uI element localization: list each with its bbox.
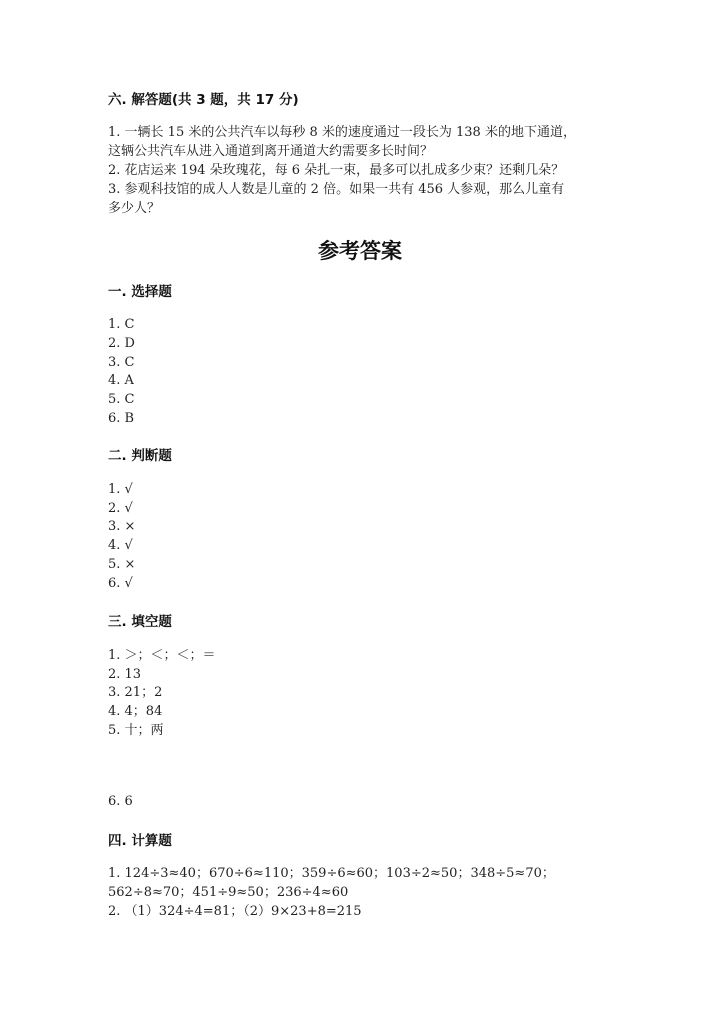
answer-item: 5. ×	[108, 557, 136, 572]
answer-item: 1. ＞；＜；＜；＝	[108, 648, 216, 663]
answer-line: 562÷8≈70；451÷9≈50；236÷4≈60	[108, 885, 349, 900]
answer-item: 6. B	[108, 411, 135, 426]
answer-item: 5. 十；两	[108, 723, 164, 738]
question-line: 多少人？	[108, 201, 161, 216]
answer-line: 1. 124÷3≈40；670÷6≈110；359÷6≈60；103÷2≈50；348÷5≈70；	[108, 866, 555, 881]
section-heading-choice: 一. 选择题	[108, 284, 172, 300]
section-heading-judge: 二. 判断题	[108, 448, 172, 464]
answer-line: 2. （1）324÷4=81；（2）9×23+8=215	[108, 904, 362, 919]
answer-item: 1. C	[108, 317, 135, 332]
answer-item: 6. 6	[108, 794, 133, 809]
answer-item: 2. 13	[108, 667, 142, 682]
answer-item: 3. ×	[108, 519, 136, 534]
answer-item: 2. √	[108, 501, 133, 516]
question-line: 这辆公共汽车从进入通道到离开通道大约需要多长时间？	[108, 144, 434, 159]
answer-item: 4. √	[108, 538, 133, 553]
section-heading-fill-blank: 三. 填空题	[108, 614, 172, 630]
answer-item: 4. 4；84	[108, 704, 163, 719]
answer-item: 6. √	[108, 576, 133, 591]
section-heading-calculation: 四. 计算题	[108, 833, 172, 849]
answer-item: 2. D	[108, 336, 135, 351]
answer-item: 1. √	[108, 482, 133, 497]
answer-item: 3. C	[108, 355, 135, 370]
answer-item: 4. A	[108, 373, 134, 388]
answer-item: 3. 21；2	[108, 685, 163, 700]
question-line: 2. 花店运来 194 朵玫瑰花，每 6 朵扎一束，最多可以扎成多少束？还剩几朵？	[108, 163, 565, 178]
answer-key-title: 参考答案	[318, 239, 402, 263]
section-heading-solve: 六. 解答题(共 3 题，共 17 分)	[108, 92, 299, 108]
answer-item: 5. C	[108, 392, 135, 407]
question-line: 1. 一辆长 15 米的公共汽车以每秒 8 米的速度通过一段长为 138 米的地下通道，	[108, 125, 576, 140]
question-line: 3. 参观科技馆的成人人数是儿童的 2 倍。如果一共有 456 人参观，那么儿童有	[108, 182, 565, 197]
